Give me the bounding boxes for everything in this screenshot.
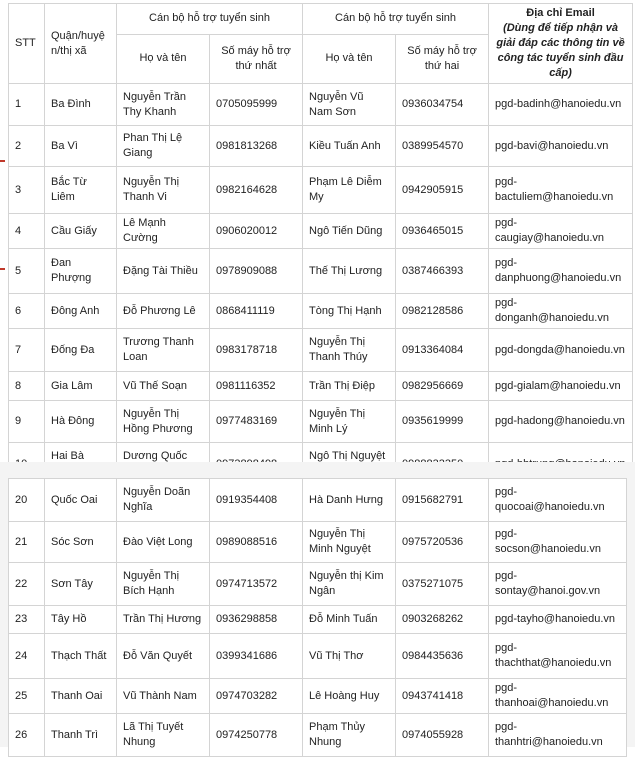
officer-2-name-cell: Nguyễn Thị Thanh Thúy — [303, 329, 396, 372]
stt-cell: 20 — [9, 479, 45, 522]
officer-1-phone-cell: 0936298858 — [210, 606, 303, 634]
stt-cell: 3 — [9, 167, 45, 214]
district-cell: Quốc Oai — [45, 479, 117, 522]
officer-2-phone-cell: 0982956669 — [396, 372, 489, 401]
officer-1-phone-cell: 0982164628 — [210, 167, 303, 214]
header-email — [489, 4, 633, 84]
header-phone-1: Số máy hỗ trợ thứ nhất — [210, 34, 303, 83]
officer-1-phone-cell: 0919354408 — [210, 479, 303, 522]
district-cell: Thanh Oai — [45, 679, 117, 714]
email-cell: pgd-quocoai@hanoiedu.vn — [489, 479, 627, 522]
header-officer-group-1: Cán bộ hỗ trợ tuyển sinh — [117, 4, 303, 35]
officer-2-name-cell: Vũ Thị Thơ — [303, 634, 396, 679]
header-district: Quận/huyện/thị xã — [45, 4, 117, 84]
officer-1-name-cell: Nguyễn Doãn Nghĩa — [117, 479, 210, 522]
table-row — [9, 634, 627, 679]
officer-1-name-cell: Đặng Tài Thiều — [117, 249, 210, 294]
email-cell: pgd-thachthat@hanoiedu.vn — [489, 634, 627, 679]
stt-cell: 6 — [9, 294, 45, 329]
stt-cell: 26 — [9, 714, 45, 757]
header-row — [9, 4, 633, 35]
officer-2-phone-cell: 0913364084 — [396, 329, 489, 372]
email-cell: pgd-socson@hanoiedu.vn — [489, 522, 627, 563]
stt-cell: 9 — [9, 401, 45, 443]
officer-1-phone-cell: 0978909088 — [210, 249, 303, 294]
district-cell: Hai Bà — [45, 443, 117, 486]
table-row — [9, 294, 633, 329]
officer-2-phone-cell: 0975720536 — [396, 522, 489, 563]
officer-2-phone-cell: 0915682791 — [396, 479, 489, 522]
officer-1-name-cell: Dương Quốc — [117, 443, 210, 486]
email-cell: pgd-sontay@hanoi.gov.vn — [489, 563, 627, 606]
header-email-subtitle: (Dùng để tiếp nhận và giải đáp các thông tin về công tác tuyển sinh đầu cấp) — [496, 22, 625, 79]
officer-2-name-cell: Nguyễn thị Kim Ngân — [303, 563, 396, 606]
officer-1-phone-cell: 0989088516 — [210, 522, 303, 563]
officer-1-phone-cell: 0974713572 — [210, 563, 303, 606]
officer-2-phone-cell: 0375271075 — [396, 563, 489, 606]
district-cell: Đống Đa — [45, 329, 117, 372]
district-cell: Sơn Tây — [45, 563, 117, 606]
officer-1-phone-cell: 0974250778 — [210, 714, 303, 757]
email-cell: pgd-thanhtri@hanoiedu.vn — [489, 714, 627, 757]
officer-2-name-cell: Kiều Tuấn Anh — [303, 126, 396, 167]
table-body-bottom — [9, 479, 627, 757]
officer-2-name-cell: Trần Thị Điệp — [303, 372, 396, 401]
officer-1-name-cell: Vũ Thế Soạn — [117, 372, 210, 401]
officer-1-name-cell: Trương Thanh Loan — [117, 329, 210, 372]
district-cell: Thạch Thất — [45, 634, 117, 679]
table-row — [9, 214, 633, 249]
stt-cell: 22 — [9, 563, 45, 606]
officer-2-phone-cell: 0982128586 — [396, 294, 489, 329]
stt-cell: 8 — [9, 372, 45, 401]
officer-1-name-cell: Lã Thị Tuyết Nhung — [117, 714, 210, 757]
email-cell: pgd-danphuong@hanoiedu.vn — [489, 249, 633, 294]
officer-1-name-cell: Nguyễn Thị Hồng Phương — [117, 401, 210, 443]
margin-mark — [0, 160, 5, 162]
table-row — [9, 167, 633, 214]
officer-1-phone-cell: 0906020012 — [210, 214, 303, 249]
table-row — [9, 126, 633, 167]
officer-2-name-cell: Phạm Lê Diễm My — [303, 167, 396, 214]
district-cell: Ba Vì — [45, 126, 117, 167]
officer-2-name-cell: Tòng Thị Hạnh — [303, 294, 396, 329]
margin-mark — [0, 268, 5, 270]
table-row — [9, 714, 627, 757]
stt-cell: 23 — [9, 606, 45, 634]
officer-2-name-cell: Hà Danh Hưng — [303, 479, 396, 522]
officer-2-phone-cell: 0943741418 — [396, 679, 489, 714]
table-body-top — [9, 84, 633, 486]
officer-1-name-cell: Vũ Thành Nam — [117, 679, 210, 714]
officer-1-phone-cell: 0868411119 — [210, 294, 303, 329]
stt-cell: 21 — [9, 522, 45, 563]
officer-2-name-cell: Nguyễn Vũ Nam Sơn — [303, 84, 396, 126]
stt-cell: 4 — [9, 214, 45, 249]
table-row — [9, 401, 633, 443]
district-cell: Gia Lâm — [45, 372, 117, 401]
officer-1-phone-cell: 0981813268 — [210, 126, 303, 167]
officer-1-name-cell: Đỗ Phương Lê — [117, 294, 210, 329]
officer-2-name-cell: Phạm Thủy Nhung — [303, 714, 396, 757]
officer-2-name-cell: Đỗ Minh Tuấn — [303, 606, 396, 634]
email-cell: pgd-bactuliem@hanoiedu.vn — [489, 167, 633, 214]
officer-2-name-cell: Ngô Thị Nguyệt — [303, 443, 396, 486]
email-cell: pgd-donganh@hanoiedu.vn — [489, 294, 633, 329]
officer-2-name-cell: Lê Hoàng Huy — [303, 679, 396, 714]
officer-2-phone-cell: 0936034754 — [396, 84, 489, 126]
table-row — [9, 679, 627, 714]
officer-2-name-cell: Ngô Tiến Dũng — [303, 214, 396, 249]
email-cell: pgd-hadong@hanoiedu.vn — [489, 401, 633, 443]
officer-2-phone-cell: 0935619999 — [396, 401, 489, 443]
email-cell: pgd-bavi@hanoiedu.vn — [489, 126, 633, 167]
district-cell: Đông Anh — [45, 294, 117, 329]
officer-2-phone-cell: 0984435636 — [396, 634, 489, 679]
table-row — [9, 479, 627, 522]
district-cell: Bắc Từ Liêm — [45, 167, 117, 214]
officer-1-phone-cell: 0705095999 — [210, 84, 303, 126]
officer-1-phone-cell: 0399341686 — [210, 634, 303, 679]
officer-2-name-cell: Thế Thị Lương — [303, 249, 396, 294]
officer-1-name-cell: Nguyễn Thị Thanh Vi — [117, 167, 210, 214]
table-row — [9, 563, 627, 606]
bottom-table-section — [0, 462, 635, 747]
officer-1-name-cell: Đỗ Văn Quyết — [117, 634, 210, 679]
officer-2-phone-cell: 0387466393 — [396, 249, 489, 294]
district-cell: Hà Đông — [45, 401, 117, 443]
table-row — [9, 249, 633, 294]
stt-cell: 25 — [9, 679, 45, 714]
header-officer-group-2: Cán bộ hỗ trợ tuyển sinh — [303, 4, 489, 35]
header-name-1: Họ và tên — [117, 34, 210, 83]
district-cell: Thanh Trì — [45, 714, 117, 757]
table-row — [9, 372, 633, 401]
table-row — [9, 84, 633, 126]
officer-1-name-cell: Đào Việt Long — [117, 522, 210, 563]
officer-1-name-cell: Lê Mạnh Cường — [117, 214, 210, 249]
stt-cell: 24 — [9, 634, 45, 679]
header-phone-2: Số máy hỗ trợ thứ hai — [396, 34, 489, 83]
officer-1-phone-cell: 0981116352 — [210, 372, 303, 401]
email-cell: pgd-thanhoai@hanoiedu.vn — [489, 679, 627, 714]
header-name-2: Họ và tên — [303, 34, 396, 83]
officer-2-phone-cell: 0936465015 — [396, 214, 489, 249]
email-cell: pgd-dongda@hanoiedu.vn — [489, 329, 633, 372]
contact-table-bottom — [8, 478, 627, 757]
officer-2-name-cell: Nguyễn Thị Minh Lý — [303, 401, 396, 443]
district-cell: Ba Đình — [45, 84, 117, 126]
table-row — [9, 522, 627, 563]
district-cell: Cầu Giấy — [45, 214, 117, 249]
district-cell: Tây Hồ — [45, 606, 117, 634]
stt-cell: 1 — [9, 84, 45, 126]
stt-cell: 2 — [9, 126, 45, 167]
email-cell: pgd-badinh@hanoiedu.vn — [489, 84, 633, 126]
officer-1-phone-cell: 0983178718 — [210, 329, 303, 372]
officer-2-phone-cell: 0389954570 — [396, 126, 489, 167]
stt-cell: 5 — [9, 249, 45, 294]
officer-2-name-cell: Nguyễn Thị Minh Nguyệt — [303, 522, 396, 563]
stt-cell: 7 — [9, 329, 45, 372]
email-cell: pgd-tayho@hanoiedu.vn — [489, 606, 627, 634]
district-cell: Sóc Sơn — [45, 522, 117, 563]
district-cell: Đan Phượng — [45, 249, 117, 294]
officer-1-name-cell: Phan Thị Lệ Giang — [117, 126, 210, 167]
officer-2-phone-cell: 0903268262 — [396, 606, 489, 634]
table-row — [9, 606, 627, 634]
officer-2-phone-cell: 0974055928 — [396, 714, 489, 757]
officer-2-phone-cell: 0942905915 — [396, 167, 489, 214]
email-cell: pgd-caugiay@hanoiedu.vn — [489, 214, 633, 249]
contact-table-top — [8, 3, 633, 486]
officer-1-name-cell: Nguyễn Thị Bích Hạnh — [117, 563, 210, 606]
officer-1-name-cell: Nguyễn Trần Thy Khanh — [117, 84, 210, 126]
email-cell: pgd-gialam@hanoiedu.vn — [489, 372, 633, 401]
table-row — [9, 329, 633, 372]
header-stt: STT — [9, 4, 45, 84]
officer-1-phone-cell: 0977483169 — [210, 401, 303, 443]
officer-1-name-cell: Trần Thị Hương — [117, 606, 210, 634]
header-email-title: Địa chỉ Email — [526, 7, 595, 19]
officer-1-phone-cell: 0974703282 — [210, 679, 303, 714]
